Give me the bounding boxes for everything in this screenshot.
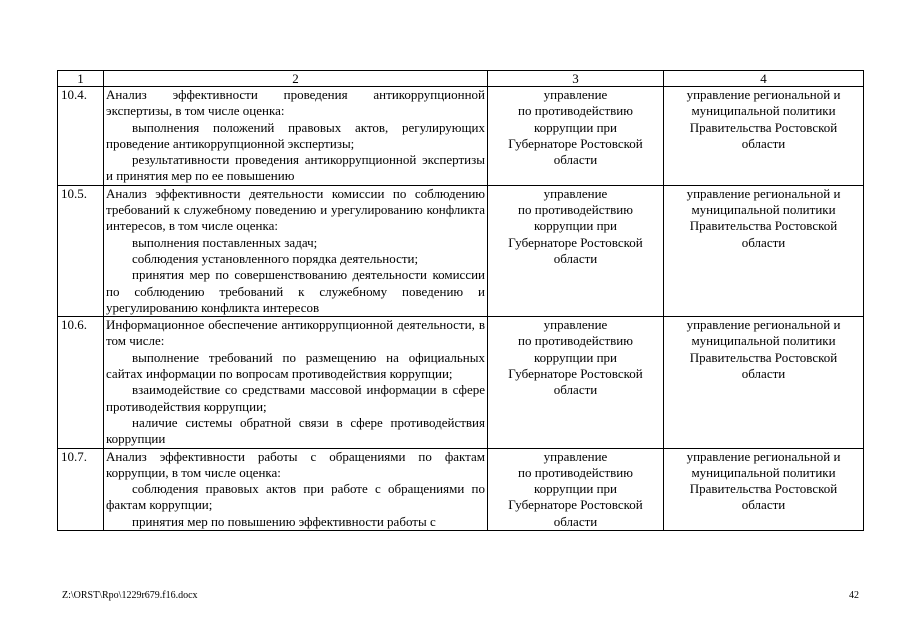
cell-line: области — [553, 250, 598, 266]
cell-line: Губернаторе Ростовской — [508, 135, 643, 151]
column-number-3: 3 — [488, 71, 664, 87]
responsible-executor — [488, 317, 664, 448]
description-paragraph: соблюдения установленного порядка деятельности; — [132, 250, 419, 266]
table-row — [58, 185, 864, 316]
cell-line: управление региональной и — [686, 317, 841, 333]
row-number: 10.5. — [58, 185, 104, 316]
description-paragraph: результативности проведения антикоррупционной экспертизы и принятия мер по ее повышению — [106, 152, 485, 184]
cell-line: коррупции при — [534, 481, 617, 497]
cell-line: Правительства Ростовской — [689, 119, 838, 135]
cell-line: муниципальной политики — [691, 333, 836, 349]
footer-file-path: Z:\ORST\Rpo\1229r679.f16.docx — [62, 590, 198, 601]
co-executor — [664, 87, 864, 186]
co-executor — [664, 448, 864, 530]
responsible-executor — [488, 87, 664, 186]
cell-line: управление региональной и — [686, 448, 841, 464]
cell-line: по противодействию — [518, 333, 633, 349]
description-paragraph: Информационное обеспечение антикоррупционной деятельности, в том числе: — [106, 317, 485, 349]
cell-line: по противодействию — [518, 202, 633, 218]
row-number: 10.6. — [58, 317, 104, 448]
cell-line: области — [553, 513, 598, 529]
cell-line: управление региональной и — [686, 87, 841, 102]
cell-line: управление — [543, 448, 608, 464]
description-paragraph: Анализ эффективности деятельности комиссии по соблюдению требований к служебному поведению и урегулированию конфликта интересов, в том числе оценка: — [106, 185, 485, 234]
cell-line: по противодействию — [518, 103, 633, 119]
footer-page-number: 42 — [849, 590, 859, 601]
cell-line: Правительства Ростовской — [689, 218, 838, 234]
row-number: 10.7. — [58, 448, 104, 530]
cell-line: области — [741, 135, 786, 151]
cell-line: по противодействию — [518, 464, 633, 480]
column-number-4: 4 — [664, 71, 864, 87]
responsible-executor — [488, 448, 664, 530]
cell-line: коррупции при — [534, 349, 617, 365]
measure-description — [104, 317, 488, 448]
cell-line: области — [553, 382, 598, 398]
co-executor — [664, 317, 864, 448]
column-number-2: 2 — [104, 71, 488, 87]
measure-description — [104, 448, 488, 530]
cell-line: муниципальной политики — [691, 202, 836, 218]
table-row — [58, 87, 864, 186]
measure-description — [104, 87, 488, 186]
cell-line: коррупции при — [534, 218, 617, 234]
measure-description — [104, 185, 488, 316]
description-paragraph: выполнение требований по размещению на официальных сайтах информации по вопросам противодействия коррупции; — [106, 349, 485, 382]
cell-line: муниципальной политики — [691, 464, 836, 480]
cell-line: области — [741, 234, 786, 250]
row-number: 10.4. — [58, 87, 104, 186]
responsible-executor — [488, 185, 664, 316]
description-paragraph: принятия мер по повышению эффективности работы с — [132, 513, 436, 529]
cell-line: управление региональной и — [686, 185, 841, 201]
cell-line: управление — [543, 317, 608, 333]
cell-line: области — [741, 497, 786, 513]
table-row — [58, 448, 864, 530]
co-executor — [664, 185, 864, 316]
cell-line: Губернаторе Ростовской — [508, 497, 643, 513]
cell-line: муниципальной политики — [691, 103, 836, 119]
cell-line: Губернаторе Ростовской — [508, 366, 643, 382]
table-header-row — [58, 71, 864, 87]
description-paragraph: Анализ эффективности проведения антикоррупционной экспертизы, в том числе оценка: — [106, 87, 485, 119]
cell-line: коррупции при — [534, 119, 617, 135]
description-paragraph: выполнения положений правовых актов, регулирующих проведение антикоррупционной экспертизы; — [106, 119, 485, 151]
cell-line: области — [741, 366, 786, 382]
cell-line: Правительства Ростовской — [689, 349, 838, 365]
description-paragraph: соблюдения правовых актов при работе с обращениями по фактам коррупции; — [106, 481, 485, 513]
cell-line: управление — [543, 185, 608, 201]
cell-line: Губернаторе Ростовской — [508, 234, 643, 250]
description-paragraph: принятия мер по совершенствованию деятельности комиссии по соблюдению требований к служебному поведению и урегулированию конфликта интересов — [106, 267, 485, 315]
description-paragraph: Анализ эффективности работы с обращениями по фактам коррупции, в том числе оценка: — [106, 448, 485, 480]
measures-table — [57, 70, 864, 531]
cell-line: Правительства Ростовской — [689, 481, 838, 497]
description-paragraph: взаимодействие со средствами массовой информации в сфере противодействия коррупции; — [106, 382, 485, 414]
description-paragraph: выполнения поставленных задач; — [132, 234, 318, 250]
cell-line: управление — [543, 87, 608, 102]
cell-line: области — [553, 152, 598, 168]
description-paragraph: наличие системы обратной связи в сфере противодействия коррупции — [106, 414, 485, 447]
table-row — [58, 317, 864, 448]
column-number-1: 1 — [58, 71, 104, 87]
